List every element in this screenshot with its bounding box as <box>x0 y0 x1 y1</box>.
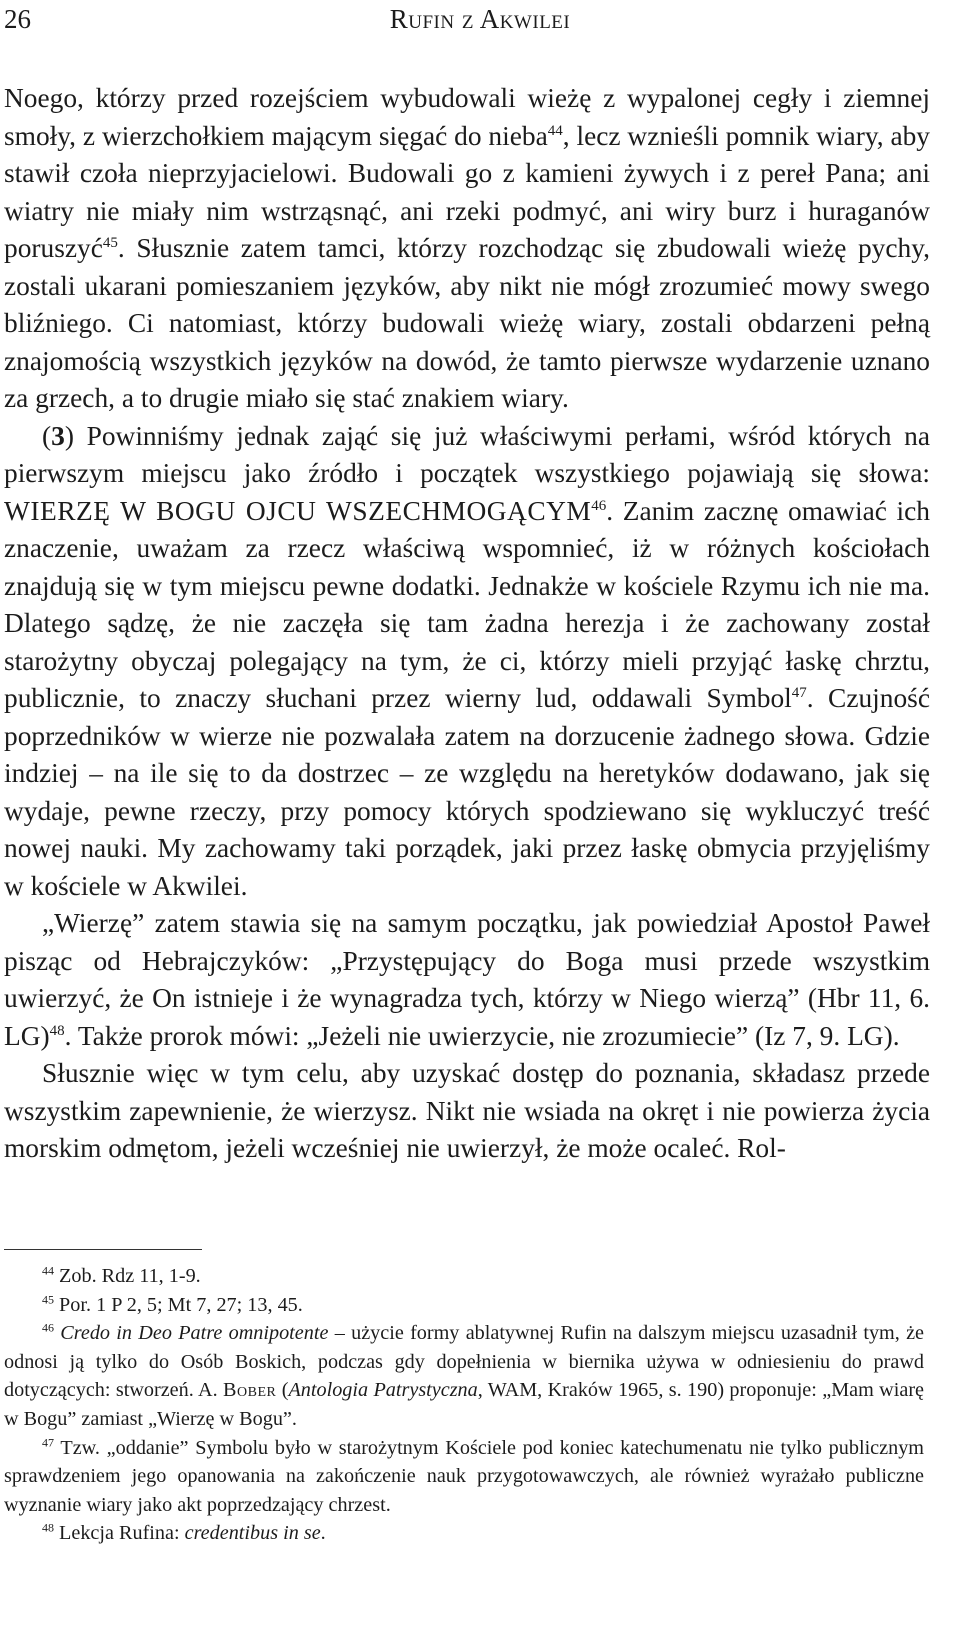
paragraph-3 <box>4 905 930 1055</box>
footnote-ref-46[interactable]: 46 <box>591 497 607 514</box>
text-run: . Także prorok mówi: „Jeżeli nie uwierzycie, nie zrozumiecie” (Iz 7, 9. LG). <box>64 1020 900 1051</box>
text-run: , lecz wznieśli pomnik wiary, aby stawił czoła nieprzyjacielowi. Budowali go z kamieni żywych i z pereł Pana; ani wiatry nie miały nim wstrząsnąć, ani rzeki podmyć, ani wiry burz i huraganów poruszyć <box>4 120 931 263</box>
book-title: Antologia Patrystyczna <box>288 1379 478 1402</box>
text-run: Słusznie więc w tym celu, aby uzyskać dostęp do poznania, składasz przede wszystkim zapewnienie, że wierzysz. Nikt nie wsiada na okręt i nie powierza życia morskim odmętom, jeżeli wcześniej nie uwierzył, że może ocaleć. Rol- <box>4 1058 930 1163</box>
footnote-46 <box>4 1319 924 1433</box>
creed-phrase: WIERZĘ W BOGU OJCU WSZECHMOGĄCYM <box>4 495 592 526</box>
footnote-text: , WAM, Kraków 1965, s. 190) proponuje: „Mam wiarę w Bogu” zamiast „Wierzę w Bogu”. <box>4 1379 925 1430</box>
footnote-text: Zob. Rdz 11, 1-9. <box>54 1265 201 1287</box>
footnote-text: – użycie formy ablatywnej Rufin na dalszym miejscu uzasadnił tym, że odnosi ją tylko do Osób Boskich, podczas gdy dopełnienia w biernika używa w odniesieniu do prawd dotyczących: stworzeń. A. <box>4 1322 925 1402</box>
footnote-47 <box>4 1434 924 1520</box>
footnote-number: 47 <box>42 1434 54 1449</box>
footnote-italic: credentibus in se <box>184 1522 321 1545</box>
main-text <box>4 80 930 1168</box>
section-close-paren: ) <box>64 420 74 451</box>
footnote-number: 44 <box>42 1263 54 1278</box>
text-run: . Czujność poprzedników w wierze nie pozwalała zatem na dorzucenie żadnego słowa. Gdzie indziej – na ile się to da dostrzec – ze względu na heretyków dodawano, jak się wydaje, pewne rzeczy, przy pomocy których spodziewano się wykluczyć treść nowej nauki. My zachowamy taki porządek, jaki przez łaskę obmycia przyjęliśmy w kościele w Akwilei. <box>4 683 930 901</box>
text-run: . Zanim zacznę omawiać ich znaczenie, uważam za rzecz właściwą wspomnieć, iż w różnych kościołach znajdują się w tym miejscu pewne dodatki. Jednakże w kościele Rzymu ich nie ma. Dlatego sądzę, że nie zaczęła się tam żadna herezja i że zachowany został starożytny obyczaj polegający na tym, że ci, którzy mieli przyjąć łaskę chrztu, publicznie, to znaczy słuchani przez wierny lud, oddawali Symbol <box>4 495 931 713</box>
text-run: . Słusznie zatem tamci, którzy rozchodząc się zbudowali wieżę pychy, zostali ukarani pomieszaniem języków, aby nikt nie mógł zrozumieć mowy swego bliźniego. Ci natomiast, którzy budowali wieżę wiary, zostali obdarzeni pełną znajomością wszystkich języków na dowód, że tamto pierwsze wydarzenie uznano za grzech, a to drugie miało się stać znakiem wiary. <box>4 233 930 413</box>
text-run: „Wierzę” zatem stawia się na samym początku, jak powiedział Apostoł Paweł pisząc od Hebrajczyków: „Przystępujący do Boga musi przede wszystkim uwierzyć, że On istnieje i że wynagradza tych, którzy w Niego wierzą” (Hbr 11, 6. LG) <box>4 908 930 1051</box>
footnote-text: Lekcja Rufina: <box>54 1522 185 1545</box>
footnotes <box>4 1262 924 1548</box>
footnote-text: . <box>320 1522 326 1545</box>
footnote-text: Tzw. „oddanie” Symbolu było w starożytnym Kościele pod koniec katechumenatu nie tylko publicznym sprawdzeniem jego opanowania na zakończenie nauk przygotowawczych, ale również wyrażało publiczne wyznanie wiary jako akt poprzedzający chrzest. <box>4 1436 924 1516</box>
section-open-paren: ( <box>42 420 52 451</box>
footnote-ref-45[interactable]: 45 <box>102 234 118 251</box>
author-name: Bober <box>223 1379 277 1402</box>
footnote-number: 48 <box>42 1520 54 1535</box>
text-run: Noego, którzy przed rozejściem wybudowali wieżę z wypalonej cegły i ziemnej smoły, z wierzchołkiem mającym sięgać do nieba <box>4 83 930 151</box>
page-number: 26 <box>4 4 31 34</box>
footnote-48 <box>4 1519 924 1548</box>
footnote-44 <box>4 1262 924 1291</box>
page-header <box>4 4 956 38</box>
footnote-separator <box>4 1249 202 1250</box>
footnote-ref-44[interactable]: 44 <box>547 122 563 139</box>
paragraph-4 <box>4 1055 930 1168</box>
text-run: Powinniśmy jednak zająć się już właściwymi perłami, wśród których na pierwszym miejscu jako źródło i początek wszystkiego pojawiają się słowa: <box>4 420 930 488</box>
footnote-text: Por. 1 P 2, 5; Mt 7, 27; 13, 45. <box>54 1293 303 1316</box>
footnote-ref-48[interactable]: 48 <box>49 1022 65 1039</box>
footnote-45 <box>4 1291 924 1320</box>
section-number: 3 <box>51 420 65 451</box>
footnote-italic: Credo in Deo Patre omnipotente <box>60 1322 329 1345</box>
paragraph-1 <box>4 80 930 418</box>
footnote-number: 45 <box>42 1291 54 1306</box>
footnote-text: ( <box>276 1379 289 1402</box>
running-title: Rufin z Akwilei <box>389 4 571 34</box>
paragraph-2 <box>4 418 930 906</box>
footnote-number: 46 <box>42 1320 54 1335</box>
footnote-ref-47[interactable]: 47 <box>791 684 807 701</box>
